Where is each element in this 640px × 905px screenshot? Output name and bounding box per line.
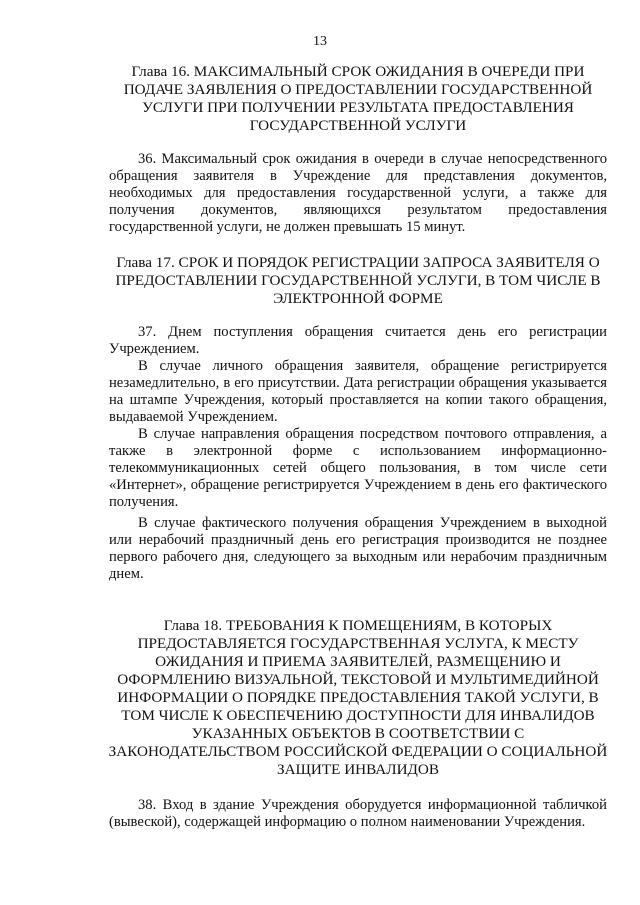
- paragraph-36: 36. Максимальный срок ожидания в очереди в случае непосредственного обращения заявителя в Учреждение для представления документов, необходимых для предоставления государственной услуги, а также для получения документов, являющихся результатом предоставления государственной услуги, не должен превышать 15 минут.: [109, 151, 607, 235]
- page-number: 13: [313, 34, 327, 49]
- chapter-18-heading: Глава 18. ТРЕБОВАНИЯ К ПОМЕЩЕНИЯМ, В КОТОРЫХ ПРЕДОСТАВЛЯЕТСЯ ГОСУДАРСТВЕННАЯ УСЛУГА, К МЕСТУ ОЖИДАНИЯ И ПРИЕМА ЗАЯВИТЕЛЕЙ, РАЗМЕЩЕНИЮ И ОФОРМЛЕНИЮ ВИЗУАЛЬНОЙ, ТЕКСТОВОЙ И МУЛЬТИМЕДИЙНОЙ ИНФОРМАЦИИ О ПОРЯДКЕ ПРЕДОСТАВЛЕНИЯ ТАКОЙ УСЛУГИ, В ТОМ ЧИСЛЕ К ОБЕСПЕЧЕНИЮ ДОСТУПНОСТИ ДЛЯ ИНВАЛИДОВ УКАЗАННЫХ ОБЪЕКТОВ В СООТВЕТСТВИИ С ЗАКОНОДАТЕЛЬСТВОМ РОССИЙСКОЙ ФЕДЕРАЦИИ О СОЦИАЛЬНОЙ ЗАЩИТЕ ИНВАЛИДОВ: [108, 617, 608, 778]
- paragraph-37-holiday-appeal: В случае фактического получения обращения Учреждением в выходной или нерабочий праздничный день его регистрация производится не позднее первого рабочего дня, следующего за выходным или нерабочим праздничным днем.: [109, 515, 607, 582]
- paragraph-37-postal-appeal: В случае направления обращения посредством почтового отправления, а также в электронной форме с использованием информационно-телекоммуникационных сетей общего пользования, в том числе сети «Интернет», обращение регистрируется Учреждением в день его фактического получения.: [109, 426, 607, 510]
- chapter-16-heading: Глава 16. МАКСИМАЛЬНЫЙ СРОК ОЖИДАНИЯ В ОЧЕРЕДИ ПРИ ПОДАЧЕ ЗАЯВЛЕНИЯ О ПРЕДОСТАВЛЕНИИ ГОСУДАРСТВЕННОЙ УСЛУГИ ПРИ ПОЛУЧЕНИИ РЕЗУЛЬТАТА ПРЕДОСТАВЛЕНИЯ ГОСУДАРСТВЕННОЙ УСЛУГИ: [123, 63, 593, 134]
- paragraph-37-personal-appeal: В случае личного обращения заявителя, обращение регистрируется незамедлительно, в его присутствии. Дата регистрации обращения указывается на штампе Учреждения, который проставляется на копии такого обращения, выдаваемой Учреждением.: [109, 358, 607, 425]
- paragraph-37: 37. Днем поступления обращения считается день его регистрации Учреждением.: [109, 324, 607, 357]
- chapter-17-heading: Глава 17. СРОК И ПОРЯДОК РЕГИСТРАЦИИ ЗАПРОСА ЗАЯВИТЕЛЯ О ПРЕДОСТАВЛЕНИИ ГОСУДАРСТВЕННОЙ УСЛУГИ, В ТОМ ЧИСЛЕ В ЭЛЕКТРОННОЙ ФОРМЕ: [115, 254, 601, 307]
- paragraph-38: 38. Вход в здание Учреждения оборудуется информационной табличкой (вывеской), содержащей информацию о полном наименовании Учреждения.: [109, 797, 607, 830]
